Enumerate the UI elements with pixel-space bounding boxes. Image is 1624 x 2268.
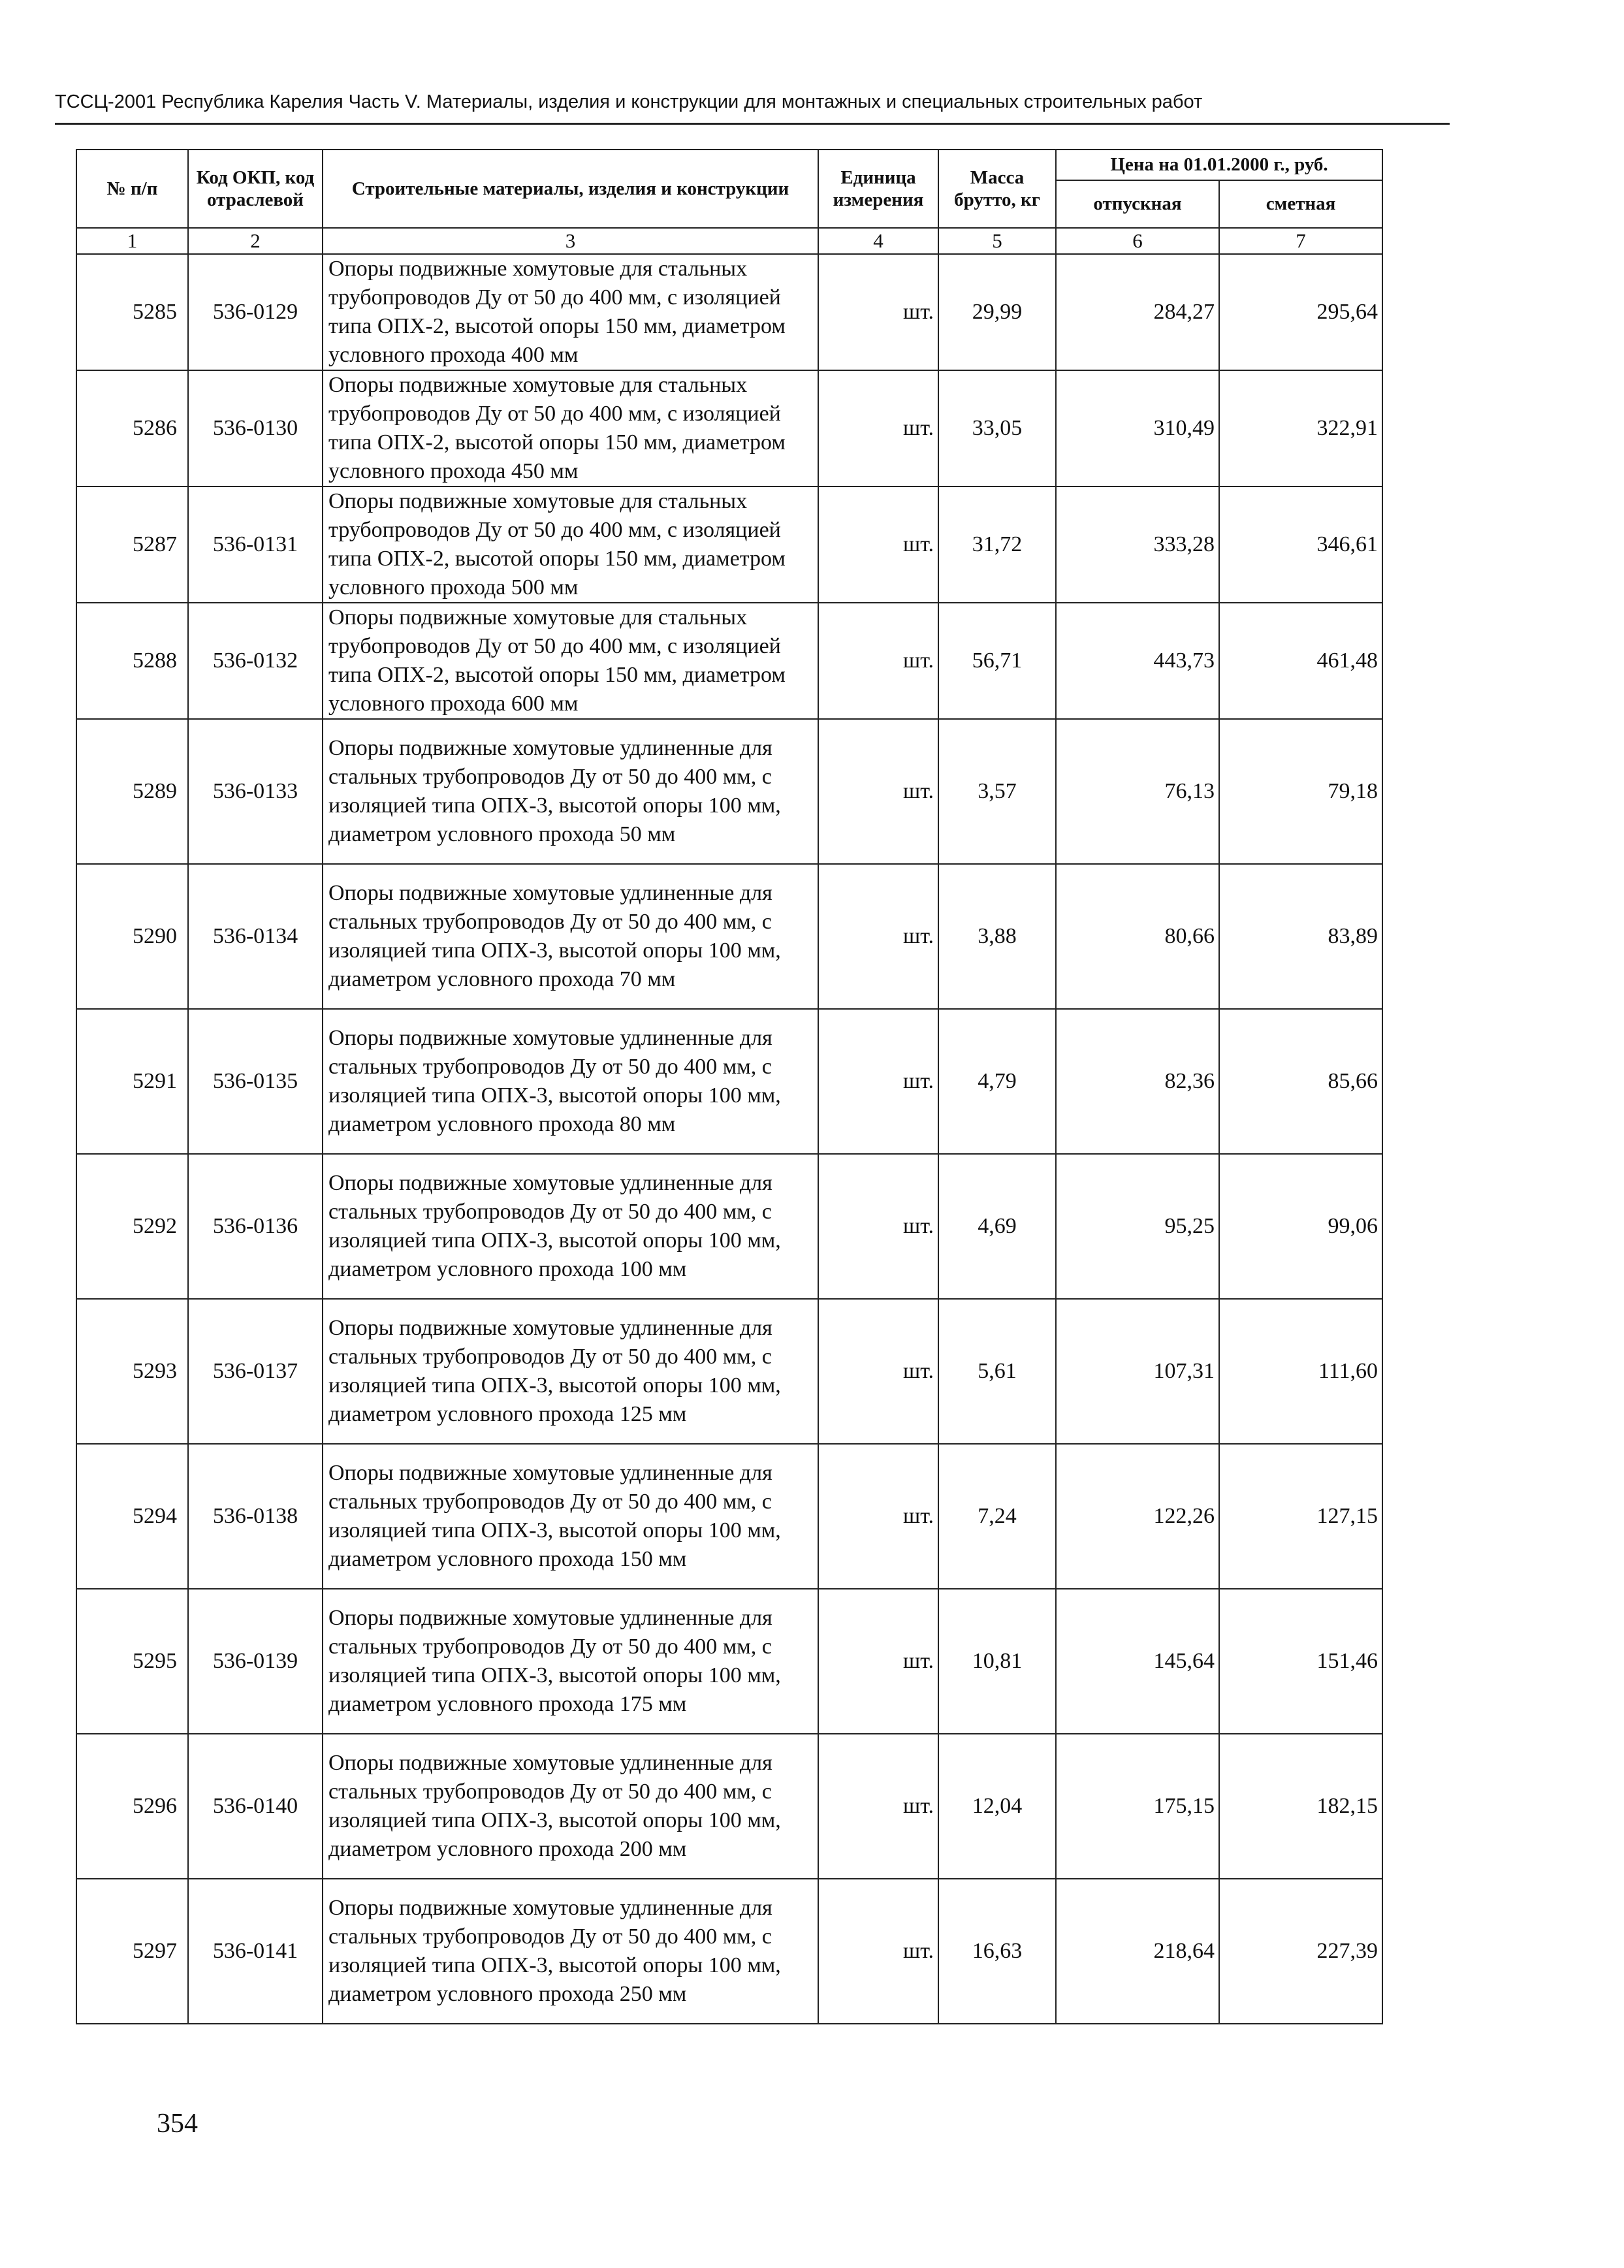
col-header-price-group: Цена на 01.01.2000 г., руб. bbox=[1056, 150, 1382, 180]
row-unit: шт. bbox=[818, 1734, 938, 1879]
row-name: Опоры подвижные хомутовые для стальных трубопроводов Ду от 50 до 400 мм, с изоляцией типа ОПХ-2, высотой опоры 150 мм, диаметром условного прохода 600 мм bbox=[323, 603, 818, 719]
row-number: 5291 bbox=[76, 1009, 188, 1154]
row-unit: шт. bbox=[818, 1154, 938, 1299]
row-price-estimate: 227,39 bbox=[1219, 1879, 1382, 2024]
row-unit: шт. bbox=[818, 1009, 938, 1154]
col-header-unit: Единица измерения bbox=[818, 150, 938, 228]
page-number: 354 bbox=[157, 2109, 198, 2139]
row-number: 5293 bbox=[76, 1299, 188, 1444]
row-name: Опоры подвижные хомутовые удлиненные для стальных трубопроводов Ду от 50 до 400 мм, с изоляцией типа ОПХ-3, высотой опоры 100 мм, диаметром условного прохода 50 мм bbox=[323, 719, 818, 864]
row-name: Опоры подвижные хомутовые удлиненные для стальных трубопроводов Ду от 50 до 400 мм, с изоляцией типа ОПХ-3, высотой опоры 100 мм, диаметром условного прохода 70 мм bbox=[323, 864, 818, 1009]
row-name: Опоры подвижные хомутовые для стальных трубопроводов Ду от 50 до 400 мм, с изоляцией типа ОПХ-2, высотой опоры 150 мм, диаметром условного прохода 400 мм bbox=[323, 254, 818, 370]
row-name: Опоры подвижные хомутовые удлиненные для стальных трубопроводов Ду от 50 до 400 мм, с изоляцией типа ОПХ-3, высотой опоры 100 мм, диаметром условного прохода 175 мм bbox=[323, 1589, 818, 1734]
row-price-release: 145,64 bbox=[1056, 1589, 1219, 1734]
row-mass: 5,61 bbox=[938, 1299, 1056, 1444]
row-name: Опоры подвижные хомутовые для стальных трубопроводов Ду от 50 до 400 мм, с изоляцией типа ОПХ-2, высотой опоры 150 мм, диаметром условного прохода 500 мм bbox=[323, 487, 818, 603]
row-number: 5290 bbox=[76, 864, 188, 1009]
column-number: 2 bbox=[188, 228, 323, 254]
col-header-price-estimate: сметная bbox=[1219, 180, 1382, 228]
row-code: 536-0129 bbox=[188, 254, 323, 370]
row-mass: 33,05 bbox=[938, 370, 1056, 487]
row-number: 5288 bbox=[76, 603, 188, 719]
row-unit: шт. bbox=[818, 1444, 938, 1589]
table-header-row bbox=[76, 150, 1382, 180]
row-code: 536-0137 bbox=[188, 1299, 323, 1444]
row-unit: шт. bbox=[818, 603, 938, 719]
row-mass: 3,88 bbox=[938, 864, 1056, 1009]
row-code: 536-0140 bbox=[188, 1734, 323, 1879]
row-mass: 31,72 bbox=[938, 487, 1056, 603]
table-row bbox=[76, 254, 1382, 370]
col-header-mass: Масса брутто, кг bbox=[938, 150, 1056, 228]
row-number: 5296 bbox=[76, 1734, 188, 1879]
row-number: 5292 bbox=[76, 1154, 188, 1299]
column-number: 3 bbox=[323, 228, 818, 254]
row-mass: 29,99 bbox=[938, 254, 1056, 370]
row-code: 536-0141 bbox=[188, 1879, 323, 2024]
col-header-code: Код ОКП, код отраслевой bbox=[188, 150, 323, 228]
row-name: Опоры подвижные хомутовые удлиненные для стальных трубопроводов Ду от 50 до 400 мм, с изоляцией типа ОПХ-3, высотой опоры 100 мм, диаметром условного прохода 80 мм bbox=[323, 1009, 818, 1154]
header-rule bbox=[55, 123, 1450, 125]
table-row bbox=[76, 487, 1382, 603]
row-price-release: 443,73 bbox=[1056, 603, 1219, 719]
row-name: Опоры подвижные хомутовые удлиненные для стальных трубопроводов Ду от 50 до 400 мм, с изоляцией типа ОПХ-3, высотой опоры 100 мм, диаметром условного прохода 150 мм bbox=[323, 1444, 818, 1589]
row-code: 536-0132 bbox=[188, 603, 323, 719]
row-code: 536-0134 bbox=[188, 864, 323, 1009]
row-price-release: 82,36 bbox=[1056, 1009, 1219, 1154]
row-name: Опоры подвижные хомутовые удлиненные для стальных трубопроводов Ду от 50 до 400 мм, с изоляцией типа ОПХ-3, высотой опоры 100 мм, диаметром условного прохода 200 мм bbox=[323, 1734, 818, 1879]
row-price-estimate: 127,15 bbox=[1219, 1444, 1382, 1589]
row-code: 536-0130 bbox=[188, 370, 323, 487]
row-mass: 3,57 bbox=[938, 719, 1056, 864]
row-price-estimate: 79,18 bbox=[1219, 719, 1382, 864]
row-mass: 4,69 bbox=[938, 1154, 1056, 1299]
table-row bbox=[76, 603, 1382, 719]
row-number: 5289 bbox=[76, 719, 188, 864]
row-unit: шт. bbox=[818, 1589, 938, 1734]
col-header-name: Строительные материалы, изделия и конструкции bbox=[323, 150, 818, 228]
row-price-release: 175,15 bbox=[1056, 1734, 1219, 1879]
row-price-release: 333,28 bbox=[1056, 487, 1219, 603]
row-price-estimate: 83,89 bbox=[1219, 864, 1382, 1009]
table-row bbox=[76, 1444, 1382, 1589]
row-number: 5285 bbox=[76, 254, 188, 370]
table-row bbox=[76, 1734, 1382, 1879]
row-price-release: 122,26 bbox=[1056, 1444, 1219, 1589]
row-name: Опоры подвижные хомутовые удлиненные для стальных трубопроводов Ду от 50 до 400 мм, с изоляцией типа ОПХ-3, высотой опоры 100 мм, диаметром условного прохода 100 мм bbox=[323, 1154, 818, 1299]
row-mass: 10,81 bbox=[938, 1589, 1056, 1734]
column-number: 6 bbox=[1056, 228, 1219, 254]
table-row bbox=[76, 1154, 1382, 1299]
row-price-release: 310,49 bbox=[1056, 370, 1219, 487]
row-mass: 4,79 bbox=[938, 1009, 1056, 1154]
row-price-estimate: 295,64 bbox=[1219, 254, 1382, 370]
row-mass: 7,24 bbox=[938, 1444, 1056, 1589]
row-mass: 16,63 bbox=[938, 1879, 1056, 2024]
col-header-price-release: отпускная bbox=[1056, 180, 1219, 228]
row-unit: шт. bbox=[818, 1299, 938, 1444]
row-price-release: 107,31 bbox=[1056, 1299, 1219, 1444]
col-header-no: № п/п bbox=[76, 150, 188, 228]
row-price-release: 95,25 bbox=[1056, 1154, 1219, 1299]
row-price-estimate: 111,60 bbox=[1219, 1299, 1382, 1444]
column-number-row bbox=[76, 228, 1382, 254]
row-price-release: 218,64 bbox=[1056, 1879, 1219, 2024]
row-number: 5286 bbox=[76, 370, 188, 487]
row-unit: шт. bbox=[818, 370, 938, 487]
row-price-estimate: 346,61 bbox=[1219, 487, 1382, 603]
row-price-estimate: 461,48 bbox=[1219, 603, 1382, 719]
page-header-title: ТССЦ-2001 Республика Карелия Часть V. Материалы, изделия и конструкции для монтажных и специальных строительных работ bbox=[55, 91, 1203, 112]
row-price-release: 76,13 bbox=[1056, 719, 1219, 864]
row-name: Опоры подвижные хомутовые для стальных трубопроводов Ду от 50 до 400 мм, с изоляцией типа ОПХ-2, высотой опоры 150 мм, диаметром условного прохода 450 мм bbox=[323, 370, 818, 487]
table-row bbox=[76, 719, 1382, 864]
row-number: 5295 bbox=[76, 1589, 188, 1734]
row-price-estimate: 322,91 bbox=[1219, 370, 1382, 487]
row-unit: шт. bbox=[818, 719, 938, 864]
row-price-estimate: 85,66 bbox=[1219, 1009, 1382, 1154]
row-number: 5294 bbox=[76, 1444, 188, 1589]
row-unit: шт. bbox=[818, 487, 938, 603]
row-price-release: 80,66 bbox=[1056, 864, 1219, 1009]
row-mass: 56,71 bbox=[938, 603, 1056, 719]
table-row bbox=[76, 370, 1382, 487]
table-row bbox=[76, 1879, 1382, 2024]
table-row bbox=[76, 864, 1382, 1009]
row-name: Опоры подвижные хомутовые удлиненные для стальных трубопроводов Ду от 50 до 400 мм, с изоляцией типа ОПХ-3, высотой опоры 100 мм, диаметром условного прохода 250 мм bbox=[323, 1879, 818, 2024]
column-number: 1 bbox=[76, 228, 188, 254]
row-code: 536-0131 bbox=[188, 487, 323, 603]
row-unit: шт. bbox=[818, 1879, 938, 2024]
row-code: 536-0138 bbox=[188, 1444, 323, 1589]
column-number: 4 bbox=[818, 228, 938, 254]
row-code: 536-0139 bbox=[188, 1589, 323, 1734]
table-row bbox=[76, 1299, 1382, 1444]
row-code: 536-0133 bbox=[188, 719, 323, 864]
row-mass: 12,04 bbox=[938, 1734, 1056, 1879]
row-unit: шт. bbox=[818, 864, 938, 1009]
column-number: 5 bbox=[938, 228, 1056, 254]
table-row bbox=[76, 1589, 1382, 1734]
row-number: 5287 bbox=[76, 487, 188, 603]
row-code: 536-0135 bbox=[188, 1009, 323, 1154]
row-unit: шт. bbox=[818, 254, 938, 370]
table-row bbox=[76, 1009, 1382, 1154]
row-price-release: 284,27 bbox=[1056, 254, 1219, 370]
row-price-estimate: 182,15 bbox=[1219, 1734, 1382, 1879]
row-price-estimate: 151,46 bbox=[1219, 1589, 1382, 1734]
row-name: Опоры подвижные хомутовые удлиненные для стальных трубопроводов Ду от 50 до 400 мм, с изоляцией типа ОПХ-3, высотой опоры 100 мм, диаметром условного прохода 125 мм bbox=[323, 1299, 818, 1444]
row-number: 5297 bbox=[76, 1879, 188, 2024]
price-table bbox=[76, 149, 1383, 2024]
row-price-estimate: 99,06 bbox=[1219, 1154, 1382, 1299]
column-number: 7 bbox=[1219, 228, 1382, 254]
row-code: 536-0136 bbox=[188, 1154, 323, 1299]
